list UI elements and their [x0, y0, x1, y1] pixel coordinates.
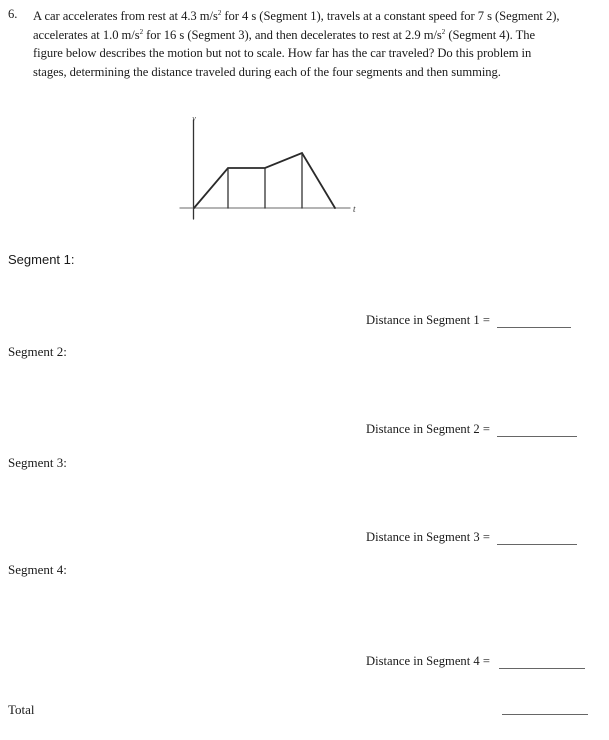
distance-segment-3-label: Distance in Segment 3 = [366, 530, 490, 544]
segment-1-label: Segment 1: [8, 252, 75, 267]
question-text-part: for 16 s (Segment 3), and then decelerates to rest at 2.9 m/s [143, 27, 442, 42]
distance-segment-2-answer-blank[interactable] [497, 436, 577, 437]
total-label: Total [8, 702, 35, 717]
v-axis-label: v [192, 114, 196, 123]
segment-2-label: Segment 2: [8, 344, 67, 359]
superscript: 2 [441, 27, 446, 36]
distance-segment-3-answer-blank[interactable] [497, 544, 577, 545]
superscript: 2 [217, 9, 222, 17]
superscript: 2 [139, 27, 144, 36]
question-text-part: (Segment 4). The [445, 27, 536, 42]
distance-segment-4-answer-blank[interactable] [499, 668, 585, 669]
question-line-4: stages, determining the distance traveled during each of the four segments and then summing. [33, 64, 501, 79]
question-text-part: for 4 s (Segment 1), travels at a constant speed for 7 s (Segment 2), [221, 9, 560, 23]
distance-segment-1-answer-blank[interactable] [497, 327, 571, 328]
distance-segment-2-label: Distance in Segment 2 = [366, 422, 490, 436]
segment-4-label: Segment 4: [8, 562, 67, 577]
question-line-2 [33, 26, 599, 45]
distance-segment-1-label: Distance in Segment 1 = [366, 313, 490, 327]
question-text-part: A car accelerates from rest at 4.3 m/s [33, 9, 218, 23]
total-answer-blank[interactable] [502, 714, 588, 715]
question-line-3: figure below describes the motion but not to scale. How far has the car traveled? Do this problem in [33, 46, 532, 61]
question-number: 6. [8, 7, 18, 21]
velocity-time-figure [170, 105, 370, 230]
question-text [33, 7, 599, 81]
question-text-part: accelerates at 1.0 m/s [33, 27, 140, 42]
segment-3-label: Segment 3: [8, 455, 67, 470]
t-axis-label: t [353, 204, 356, 214]
distance-segment-4-label: Distance in Segment 4 = [366, 654, 490, 668]
question-line-1 [33, 7, 599, 26]
